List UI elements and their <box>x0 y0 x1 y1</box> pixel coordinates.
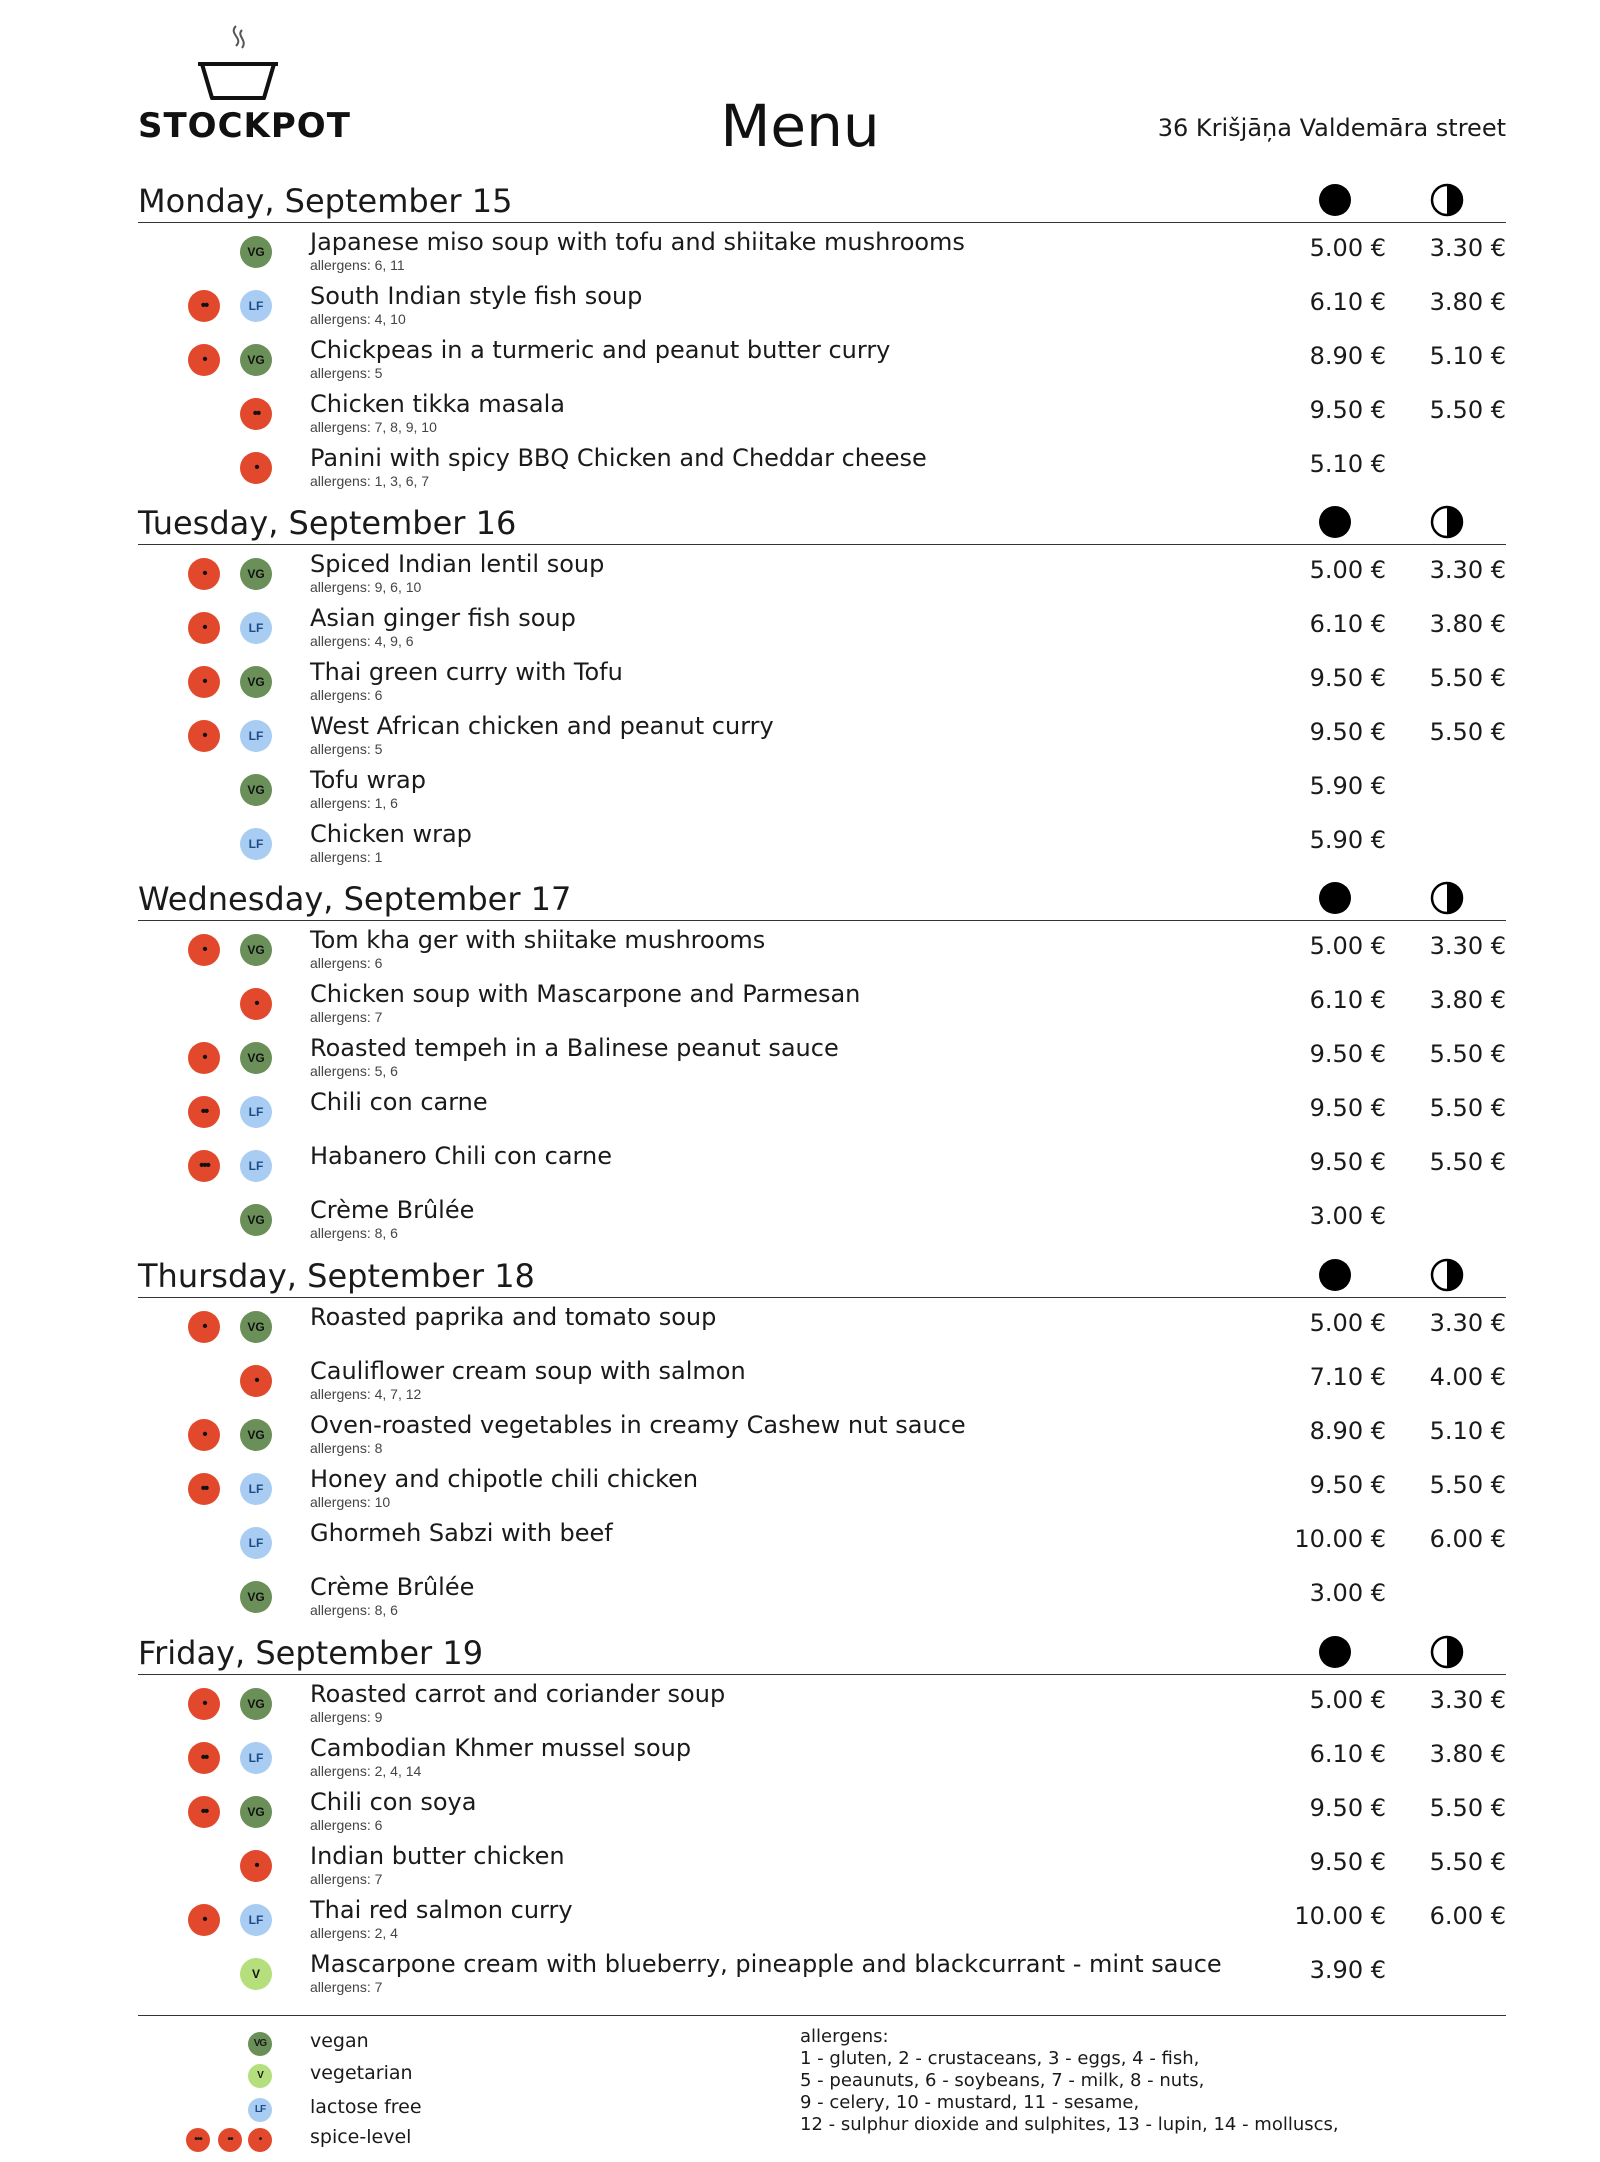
dish-name: Asian ginger fish soup <box>310 604 576 632</box>
price-full: 9.50 € <box>1309 664 1386 692</box>
allergen-line: 9 - celery, 10 - mustard, 11 - sesame, <box>800 2092 1140 2113</box>
logo-text: STOCKPOT <box>138 106 351 146</box>
dish-name: Japanese miso soup with tofu and shiitake mushrooms <box>310 228 965 256</box>
menu-item <box>138 1357 1506 1411</box>
menu-item <box>138 336 1506 390</box>
legend-spice-label: spice-level <box>310 2126 412 2148</box>
item-badges <box>188 1958 268 1992</box>
price-full: 7.10 € <box>1309 1363 1386 1391</box>
price-full: 10.00 € <box>1294 1902 1386 1930</box>
menu-item <box>138 712 1506 766</box>
price-half: 5.50 € <box>1429 1471 1506 1499</box>
day-header <box>138 502 1506 545</box>
diet-badge-icon: LF <box>240 828 272 860</box>
price-full: 5.00 € <box>1309 234 1386 262</box>
dish-name: Chili con carne <box>310 1088 488 1116</box>
menu-item <box>138 1842 1506 1896</box>
price-half: 5.10 € <box>1429 1417 1506 1445</box>
price-full: 3.00 € <box>1309 1579 1386 1607</box>
item-badges <box>188 1365 268 1399</box>
page-title: Menu <box>720 92 880 160</box>
dish-name: Crème Brûlée <box>310 1573 475 1601</box>
dish-allergens: allergens: 7 <box>310 1009 383 1025</box>
spice-icon: • <box>188 666 220 698</box>
price-full: 9.50 € <box>1309 718 1386 746</box>
item-badges <box>188 1904 268 1938</box>
price-half: 5.50 € <box>1429 1148 1506 1176</box>
spice-icon: • <box>188 1904 220 1936</box>
price-half: 5.50 € <box>1429 664 1506 692</box>
address: 36 Krišjāņa Valdemāra street <box>1157 114 1506 142</box>
diet-badge-icon: VG <box>240 1688 272 1720</box>
diet-badge-icon: VG <box>240 774 272 806</box>
item-badges <box>188 452 268 486</box>
price-full: 10.00 € <box>1294 1525 1386 1553</box>
price-half: 4.00 € <box>1429 1363 1506 1391</box>
spice-icon: •• <box>188 1742 220 1774</box>
dish-name: Spiced Indian lentil soup <box>310 550 605 578</box>
menu-item <box>138 444 1506 498</box>
full-portion-icon <box>1318 1635 1352 1669</box>
item-badges <box>188 1150 268 1184</box>
menu-item <box>138 1142 1506 1196</box>
dish-name: Indian butter chicken <box>310 1842 565 1870</box>
dish-allergens: allergens: 5 <box>310 741 383 757</box>
diet-badge-icon: VG <box>240 1796 272 1828</box>
dish-name: Roasted tempeh in a Balinese peanut sauce <box>310 1034 839 1062</box>
dish-name: Roasted carrot and coriander soup <box>310 1680 726 1708</box>
price-full: 6.10 € <box>1309 610 1386 638</box>
full-portion-icon <box>1318 1258 1352 1292</box>
spice-icon: •• <box>188 290 220 322</box>
item-badges <box>188 1688 268 1722</box>
item-badges <box>188 828 268 862</box>
spice-icon: • <box>188 1419 220 1451</box>
price-full: 3.90 € <box>1309 1956 1386 1984</box>
item-badges <box>188 1742 268 1776</box>
menu-item <box>138 1303 1506 1357</box>
price-half: 3.30 € <box>1429 932 1506 960</box>
spice-icon: • <box>240 988 272 1020</box>
price-full: 6.10 € <box>1309 1740 1386 1768</box>
item-badges <box>188 1796 268 1830</box>
spice-3-icon: ••• <box>186 2128 210 2152</box>
price-full: 5.90 € <box>1309 772 1386 800</box>
allergen-key <box>800 2026 1339 2136</box>
price-full: 9.50 € <box>1309 1094 1386 1122</box>
half-portion-icon <box>1430 1635 1464 1669</box>
dish-allergens: allergens: 7, 8, 9, 10 <box>310 419 437 435</box>
legend <box>138 2015 1506 2146</box>
diet-badge-icon: VG <box>240 1419 272 1451</box>
allergen-key-title: allergens: <box>800 2026 889 2047</box>
day-section <box>138 502 1506 865</box>
dish-name: Ghormeh Sabzi with beef <box>310 1519 613 1547</box>
price-half: 6.00 € <box>1429 1902 1506 1930</box>
half-portion-icon <box>1430 1258 1464 1292</box>
menu-item <box>138 282 1506 336</box>
dish-allergens: allergens: 4, 7, 12 <box>310 1386 422 1402</box>
item-badges <box>188 1042 268 1076</box>
menu-item <box>138 1196 1506 1250</box>
diet-badge-icon: V <box>240 1958 272 1990</box>
price-half: 3.30 € <box>1429 556 1506 584</box>
item-badges <box>188 1419 268 1453</box>
dish-name: Crème Brûlée <box>310 1196 475 1224</box>
item-badges <box>188 720 268 754</box>
diet-badge-icon: VG <box>240 934 272 966</box>
day-section <box>138 878 1506 1241</box>
item-badges <box>188 934 268 968</box>
allergen-line: 5 - peaunuts, 6 - soybeans, 7 - milk, 8 - nuts, <box>800 2070 1205 2091</box>
spice-icon: • <box>188 1311 220 1343</box>
item-badges <box>188 1527 268 1561</box>
dish-allergens: allergens: 4, 10 <box>310 311 406 327</box>
spice-icon: •• <box>188 1096 220 1128</box>
price-half: 3.80 € <box>1429 986 1506 1014</box>
item-badges <box>188 1850 268 1884</box>
dish-allergens: allergens: 7 <box>310 1979 383 1995</box>
dish-name: Chickpeas in a turmeric and peanut butter curry <box>310 336 891 364</box>
dish-name: Chicken soup with Mascarpone and Parmesan <box>310 980 861 1008</box>
menu-item <box>138 1788 1506 1842</box>
price-half: 5.50 € <box>1429 1094 1506 1122</box>
price-half: 3.30 € <box>1429 1686 1506 1714</box>
spice-2-icon: •• <box>218 2128 242 2152</box>
dish-name: Tofu wrap <box>310 766 426 794</box>
item-badges <box>188 558 268 592</box>
legend-spice <box>138 2122 638 2152</box>
menu-item <box>138 980 1506 1034</box>
legend-vegetarian <box>138 2058 638 2088</box>
day-section <box>138 1255 1506 1618</box>
spice-icon: •• <box>188 1796 220 1828</box>
spice-icon: • <box>188 344 220 376</box>
price-full: 9.50 € <box>1309 1471 1386 1499</box>
menu-item <box>138 1573 1506 1627</box>
price-full: 5.00 € <box>1309 1686 1386 1714</box>
price-full: 8.90 € <box>1309 342 1386 370</box>
price-full: 8.90 € <box>1309 1417 1386 1445</box>
spice-icon: • <box>188 934 220 966</box>
dish-name: West African chicken and peanut curry <box>310 712 774 740</box>
dish-name: Mascarpone cream with blueberry, pineapple and blackcurrant - mint sauce <box>310 1950 1222 1978</box>
menu-item <box>138 820 1506 874</box>
spice-icon: • <box>240 452 272 484</box>
menu-item <box>138 1088 1506 1142</box>
spice-icon: •• <box>188 1473 220 1505</box>
day-header <box>138 180 1506 223</box>
price-half: 3.80 € <box>1429 1740 1506 1768</box>
spice-icon: •• <box>240 398 272 430</box>
item-badges <box>188 398 268 432</box>
price-full: 5.00 € <box>1309 932 1386 960</box>
day-title: Wednesday, September 17 <box>138 880 572 918</box>
day-title: Tuesday, September 16 <box>138 504 517 542</box>
spice-icon: • <box>188 720 220 752</box>
half-portion-icon <box>1430 505 1464 539</box>
dish-allergens: allergens: 4, 9, 6 <box>310 633 414 649</box>
menu-item <box>138 550 1506 604</box>
dish-allergens: allergens: 2, 4 <box>310 1925 398 1941</box>
dish-name: Thai red salmon curry <box>310 1896 573 1924</box>
price-half: 3.30 € <box>1429 1309 1506 1337</box>
dish-allergens: allergens: 6 <box>310 1817 383 1833</box>
dish-allergens: allergens: 1, 6 <box>310 795 398 811</box>
item-badges <box>188 1204 268 1238</box>
dish-allergens: allergens: 6 <box>310 955 383 971</box>
diet-badge-icon: LF <box>240 720 272 752</box>
diet-badge-icon: LF <box>240 1742 272 1774</box>
price-full: 5.00 € <box>1309 1309 1386 1337</box>
menu-item <box>138 766 1506 820</box>
dish-allergens: allergens: 10 <box>310 1494 391 1510</box>
diet-badge-icon: LF <box>240 1096 272 1128</box>
item-badges <box>188 612 268 646</box>
price-full: 3.00 € <box>1309 1202 1386 1230</box>
day-title: Friday, September 19 <box>138 1634 484 1672</box>
legend-vegan-label: vegan <box>310 2030 369 2052</box>
price-half: 5.50 € <box>1429 1848 1506 1876</box>
spice-icon: • <box>240 1850 272 1882</box>
spice-icon: • <box>188 558 220 590</box>
menu-item <box>138 1680 1506 1734</box>
dish-allergens: allergens: 7 <box>310 1871 383 1887</box>
item-badges <box>188 344 268 378</box>
dish-allergens: allergens: 6, 11 <box>310 257 405 273</box>
menu-item <box>138 1896 1506 1950</box>
legend-vegetarian-label: vegetarian <box>310 2062 413 2084</box>
item-badges <box>188 988 268 1022</box>
legend-lactose <box>138 2092 638 2122</box>
diet-badge-icon: VG <box>240 236 272 268</box>
dish-name: Thai green curry with Tofu <box>310 658 623 686</box>
price-full: 6.10 € <box>1309 288 1386 316</box>
diet-badge-icon: LF <box>240 1150 272 1182</box>
dish-allergens: allergens: 5 <box>310 365 383 381</box>
diet-badge-icon: VG <box>240 1581 272 1613</box>
day-header <box>138 1632 1506 1675</box>
diet-badge-icon: VG <box>240 1204 272 1236</box>
price-full: 9.50 € <box>1309 1848 1386 1876</box>
menu-item <box>138 1950 1506 2004</box>
full-portion-icon <box>1318 183 1352 217</box>
spice-icon: • <box>188 612 220 644</box>
price-half: 5.50 € <box>1429 718 1506 746</box>
full-portion-icon <box>1318 881 1352 915</box>
price-full: 5.90 € <box>1309 826 1386 854</box>
diet-badge-icon: LF <box>240 1473 272 1505</box>
price-full: 9.50 € <box>1309 1148 1386 1176</box>
diet-badge-icon: VG <box>240 666 272 698</box>
diet-badge-icon: VG <box>240 558 272 590</box>
dish-allergens: allergens: 1 <box>310 849 383 865</box>
price-full: 6.10 € <box>1309 986 1386 1014</box>
legend-vegan <box>138 2026 638 2056</box>
lactose-free-badge-icon: LF <box>248 2098 272 2122</box>
item-badges <box>188 1473 268 1507</box>
allergen-line: 12 - sulphur dioxide and sulphites, 13 - lupin, 14 - molluscs, <box>800 2114 1339 2135</box>
item-badges <box>188 774 268 808</box>
dish-allergens: allergens: 8, 6 <box>310 1225 398 1241</box>
dish-name: Chicken tikka masala <box>310 390 565 418</box>
dish-name: Chili con soya <box>310 1788 477 1816</box>
price-half: 5.50 € <box>1429 1794 1506 1822</box>
diet-badge-icon: VG <box>240 1311 272 1343</box>
day-title: Thursday, September 18 <box>138 1257 535 1295</box>
dish-name: Panini with spicy BBQ Chicken and Cheddar cheese <box>310 444 927 472</box>
spice-icon: • <box>188 1688 220 1720</box>
dish-allergens: allergens: 5, 6 <box>310 1063 398 1079</box>
dish-name: Cambodian Khmer mussel soup <box>310 1734 692 1762</box>
legend-lactose-label: lactose free <box>310 2096 422 2118</box>
day-header <box>138 1255 1506 1298</box>
diet-badge-icon: LF <box>240 290 272 322</box>
item-badges <box>188 666 268 700</box>
vegetarian-badge-icon: V <box>248 2064 272 2088</box>
menu-item <box>138 604 1506 658</box>
price-full: 9.50 € <box>1309 1794 1386 1822</box>
menu-item <box>138 390 1506 444</box>
diet-badge-icon: LF <box>240 612 272 644</box>
dish-allergens: allergens: 6 <box>310 687 383 703</box>
dish-name: Oven-roasted vegetables in creamy Cashew nut sauce <box>310 1411 966 1439</box>
spice-icon: ••• <box>188 1150 220 1182</box>
price-full: 5.10 € <box>1309 450 1386 478</box>
menu-item <box>138 1411 1506 1465</box>
diet-badge-icon: VG <box>240 1042 272 1074</box>
dish-allergens: allergens: 8, 6 <box>310 1602 398 1618</box>
day-title: Monday, September 15 <box>138 182 513 220</box>
menu-item <box>138 1034 1506 1088</box>
dish-name: Tom kha ger with shiitake mushrooms <box>310 926 766 954</box>
dish-name: South Indian style fish soup <box>310 282 643 310</box>
dish-name: Honey and chipotle chili chicken <box>310 1465 699 1493</box>
menu-item <box>138 228 1506 282</box>
price-full: 5.00 € <box>1309 556 1386 584</box>
vegan-badge-icon: VG <box>248 2032 272 2056</box>
item-badges <box>188 1581 268 1615</box>
price-half: 5.10 € <box>1429 342 1506 370</box>
price-half: 5.50 € <box>1429 1040 1506 1068</box>
full-portion-icon <box>1318 505 1352 539</box>
day-header <box>138 878 1506 921</box>
item-badges <box>188 236 268 270</box>
dish-allergens: allergens: 9 <box>310 1709 383 1725</box>
half-portion-icon <box>1430 881 1464 915</box>
price-half: 5.50 € <box>1429 396 1506 424</box>
dish-allergens: allergens: 2, 4, 14 <box>310 1763 422 1779</box>
dish-allergens: allergens: 8 <box>310 1440 383 1456</box>
allergen-line: 1 - gluten, 2 - crustaceans, 3 - eggs, 4 - fish, <box>800 2048 1200 2069</box>
dish-name: Cauliflower cream soup with salmon <box>310 1357 746 1385</box>
diet-badge-icon: LF <box>240 1527 272 1559</box>
spice-icon: • <box>188 1042 220 1074</box>
day-section <box>138 180 1506 489</box>
dish-allergens: allergens: 9, 6, 10 <box>310 579 422 595</box>
spice-icon: • <box>240 1365 272 1397</box>
price-half: 3.80 € <box>1429 288 1506 316</box>
price-full: 9.50 € <box>1309 1040 1386 1068</box>
item-badges <box>188 1096 268 1130</box>
price-half: 6.00 € <box>1429 1525 1506 1553</box>
dish-name: Roasted paprika and tomato soup <box>310 1303 717 1331</box>
dish-name: Chicken wrap <box>310 820 472 848</box>
item-badges <box>188 1311 268 1345</box>
price-half: 3.80 € <box>1429 610 1506 638</box>
item-badges <box>188 290 268 324</box>
menu-item <box>138 1519 1506 1573</box>
menu-item <box>138 1734 1506 1788</box>
day-section <box>138 1632 1506 1995</box>
menu-item <box>138 1465 1506 1519</box>
price-half: 3.30 € <box>1429 234 1506 262</box>
menu-item <box>138 658 1506 712</box>
half-portion-icon <box>1430 183 1464 217</box>
spice-1-icon: • <box>248 2128 272 2152</box>
dish-name: Habanero Chili con carne <box>310 1142 612 1170</box>
dish-allergens: allergens: 1, 3, 6, 7 <box>310 473 430 489</box>
menu-item <box>138 926 1506 980</box>
diet-badge-icon: VG <box>240 344 272 376</box>
diet-badge-icon: LF <box>240 1904 272 1936</box>
price-full: 9.50 € <box>1309 396 1386 424</box>
